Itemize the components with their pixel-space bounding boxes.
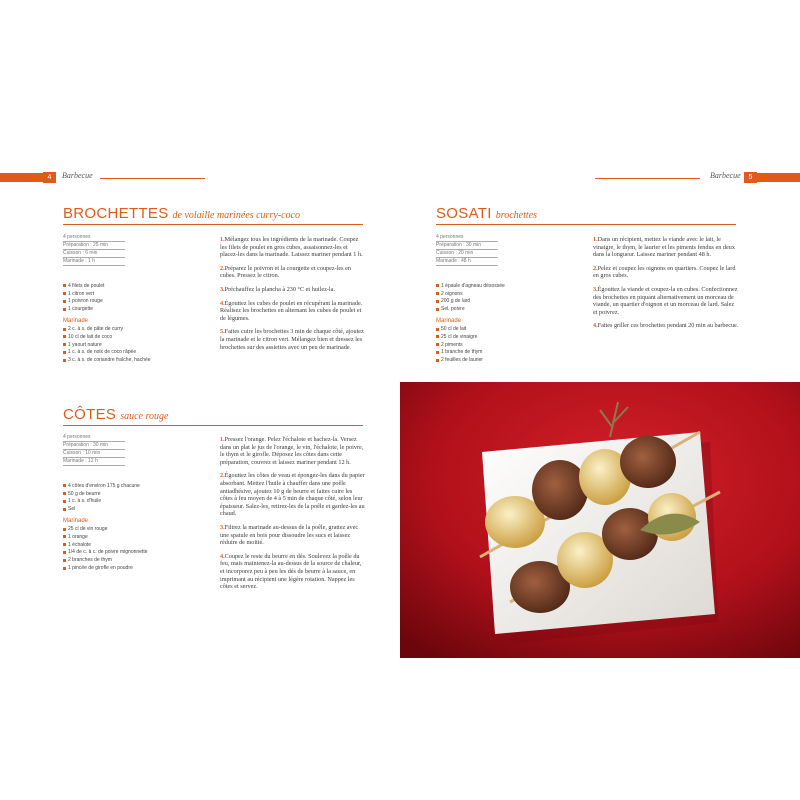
meat-piece [620,436,676,488]
marinade-ingredient: 10 cl de lait de coco [63,333,151,341]
marinade-ingredient: 50 cl de lait [436,325,505,333]
step [220,553,366,591]
meta-servings: 4 personnes [436,234,498,242]
meta-servings: 4 personnes [63,434,125,442]
step-number: 4. [220,299,225,307]
recipe-rule [63,425,363,426]
recipe-steps [220,236,366,357]
step [593,322,739,330]
ingredient: 1 citron vert [63,290,151,298]
meta-cook: Cuisson : 20 min [436,250,498,258]
step [220,436,366,466]
ingredient: 1 c. à s. d'huile [63,498,148,506]
left-header-line [100,178,205,179]
step-text: Égouttez les côtes de veau et épongez-les dans du papier absorbant. Mettez l'huile à chauffer dans une poêle antiadhésive, ajoutez 10 g de beurre et faites cuire les côtes à feu moyen de 4 à 5 min de chaque côté, selon leur épaisseur. Salez-les, retirez-les de la poêle et gardez-les au chaud. [220,472,365,518]
step [220,472,366,518]
ingredient: 4 filets de poulet [63,282,151,290]
recipe-title-sub: brochettes [495,210,537,221]
marinade-ingredient: 3 c. à s. de coriandre fraîche, hachée [63,356,151,364]
marinade-ingredient: 2 feuilles de laurier [436,356,505,364]
step [220,300,366,323]
meta-prep: Préparation : 30 min [63,442,125,450]
marinade-ingredient: 1/4 de c. à c. de poivre mignonnette [63,549,148,557]
ingredient-list [63,482,148,572]
ingredient: 1 courgette [63,305,151,313]
meta-cook: Cuisson : 6 min [63,250,125,258]
left-header-bar [0,173,44,182]
meta-marinade: Marinade : 48 h [436,258,498,266]
marinade-ingredient: 25 cl de vinaigre [436,333,505,341]
step-text: Égouttez la viande et coupez-la en cubes. Confectionnez des brochettes en piquant alternativement un morceau de viande, un quartier d'oignon et un morceau de lard. Salez et poivrez. [593,285,738,316]
recipe-title-main: SOSATI [436,205,492,222]
ingredient: 50 g de beurre [63,490,148,498]
step-number: 5. [220,328,225,336]
marinade-ingredient: 1 branche de thym [436,349,505,357]
marinade-ingredient: 1 orange [63,533,148,541]
ingredient-list [63,282,151,364]
meta-marinade: Marinade : 12 h [63,458,125,466]
meta-servings: 4 personnes [63,234,125,242]
left-page-number: 4 [43,172,56,183]
marinade-label: Marinade [63,318,89,325]
step-number: 1. [593,236,598,243]
ingredient: 1 épaule d'agneau désossée [436,282,505,290]
step-number: 2. [593,264,598,272]
ingredient: Sel [63,505,148,513]
ingredient-list [436,282,505,364]
step-number: 1. [220,436,225,443]
ingredient: 2 oignons [436,290,505,298]
step-text: Préchauffez la plancha à 230 °C et huilez-la. [224,285,335,293]
right-header-bar [757,173,800,182]
recipe-rule [63,224,363,225]
recipe-title-cotes [63,406,168,424]
step-number: 3. [593,285,598,293]
step-number: 3. [220,285,225,293]
step [593,236,739,259]
meta-marinade: Marinade : 1 h [63,258,125,266]
step-text: Coupez le reste du beurre en dés. Soulevez la poêle du feu, mais maintenez-la au-dessus de la source de chaleur, et incorporez peu à peu les dés de beurre à la sauce, en imprimant au récipient une légère rotation. Nappez les côtes et servez. [220,552,362,591]
step-number: 2. [220,472,225,480]
marinade-ingredient: 1 yaourt nature [63,341,151,349]
meat-piece [532,460,588,520]
recipe-title-sub: sauce rouge [120,411,169,422]
skewer-photo-illustration [400,382,800,658]
right-page-number: 5 [744,172,757,183]
ingredient: 4 côtes d'environ 175 g chacune [63,482,148,490]
step [220,286,366,294]
step [220,265,366,280]
marinade-ingredient: 25 cl de vin rouge [63,525,148,533]
left-running-title: Barbecue [62,171,93,180]
meta-prep: Préparation : 25 min [63,242,125,250]
recipe-meta [63,434,125,466]
recipe-steps [593,236,739,336]
step-text: Dans un récipient, mettez la viande avec le lait, le vinaigre, le thym, le laurier et les piments fendus en deux dans la longueur. Laissez mariner pendant 48 h. [593,236,735,259]
recipe-steps [220,436,366,597]
recipe-title-sosati [436,205,537,223]
ingredient: 200 g de lard [436,298,505,306]
step [220,328,366,351]
step-number: 2. [220,264,225,272]
step-text: Filtrez la marinade au-dessus de la poêle, grattez avec une spatule en bois pour dissoudre les sucs et laissez réduire de moitié. [220,523,359,547]
food-photo [400,382,800,658]
ingredient: 1 poivron rouge [63,298,151,306]
step-number: 3. [220,523,225,531]
step-number: 4. [593,322,598,330]
marinade-ingredient: 1 pincée de girofle en poudre [63,564,148,572]
marinade-ingredient: 1 c. à s. de noix de coco râpée [63,349,151,357]
recipe-title-main: CÔTES [63,406,117,423]
recipe-meta [63,234,125,266]
step-number: 4. [220,552,225,560]
step-text: Faites griller ces brochettes pendant 20 min au barbecue. [597,322,739,330]
step-text: Mélangez tous les ingrédients de la marinade. Coupez les filets de poulet en gros cubes, assaisonnez-les et placez-les dans la marinade. Laissez mariner pendant 1 h. [220,236,363,259]
ingredient: Sel, poivre [436,305,505,313]
step-text: Faites cuire les brochettes 3 min de chaque côté, ajoutez la marinade et le citron vert. Mélangez bien et dressez les brochettes sur des assiettes avec un peu de marinade. [220,328,364,351]
meta-prep: Préparation : 30 min [436,242,498,250]
step-text: Égouttez les cubes de poulet en récupérant la marinade. Réalisez les brochettes en alternant les cubes de poulet et de légumes. [220,299,363,322]
marinade-ingredient: 1 échalote [63,541,148,549]
marinade-ingredient: 2 c. à s. de pâte de curry [63,325,151,333]
recipe-title-brochettes [63,205,300,223]
recipe-title-main: BROCHETTES [63,205,169,222]
right-running-title: Barbecue [710,171,741,180]
step [593,265,739,280]
recipe-meta [436,234,498,266]
recipe-rule [436,224,736,225]
step-text: Pelez et coupez les oignons en quartiers. Coupez le lard en gros cubes. [593,264,736,280]
step [220,524,366,547]
marinade-ingredient: 2 branches de thym [63,556,148,564]
step-text: Pressez l'orange. Pelez l'échalote et hachez-la. Versez dans un plat le jus de l'orange, le vin, l'échalote, le poivre, le thym et le girofle. Déposez les côtes dans cette préparation, couvrez et laissez mariner pendant 12 h. [220,436,364,466]
marinade-ingredient: 2 piments [436,341,505,349]
right-header-line [595,178,700,179]
step-text: Préparez le poivron et la courgette et coupez-les en cubes. Pressez le citron. [220,264,351,280]
recipe-title-sub: de volaille marinées curry-coco [172,210,300,221]
marinade-label: Marinade [436,318,462,325]
meta-cook: Cuisson : 10 min [63,450,125,458]
step-number: 1. [220,236,225,243]
step [220,236,366,259]
step [593,286,739,316]
marinade-label: Marinade [63,518,89,525]
